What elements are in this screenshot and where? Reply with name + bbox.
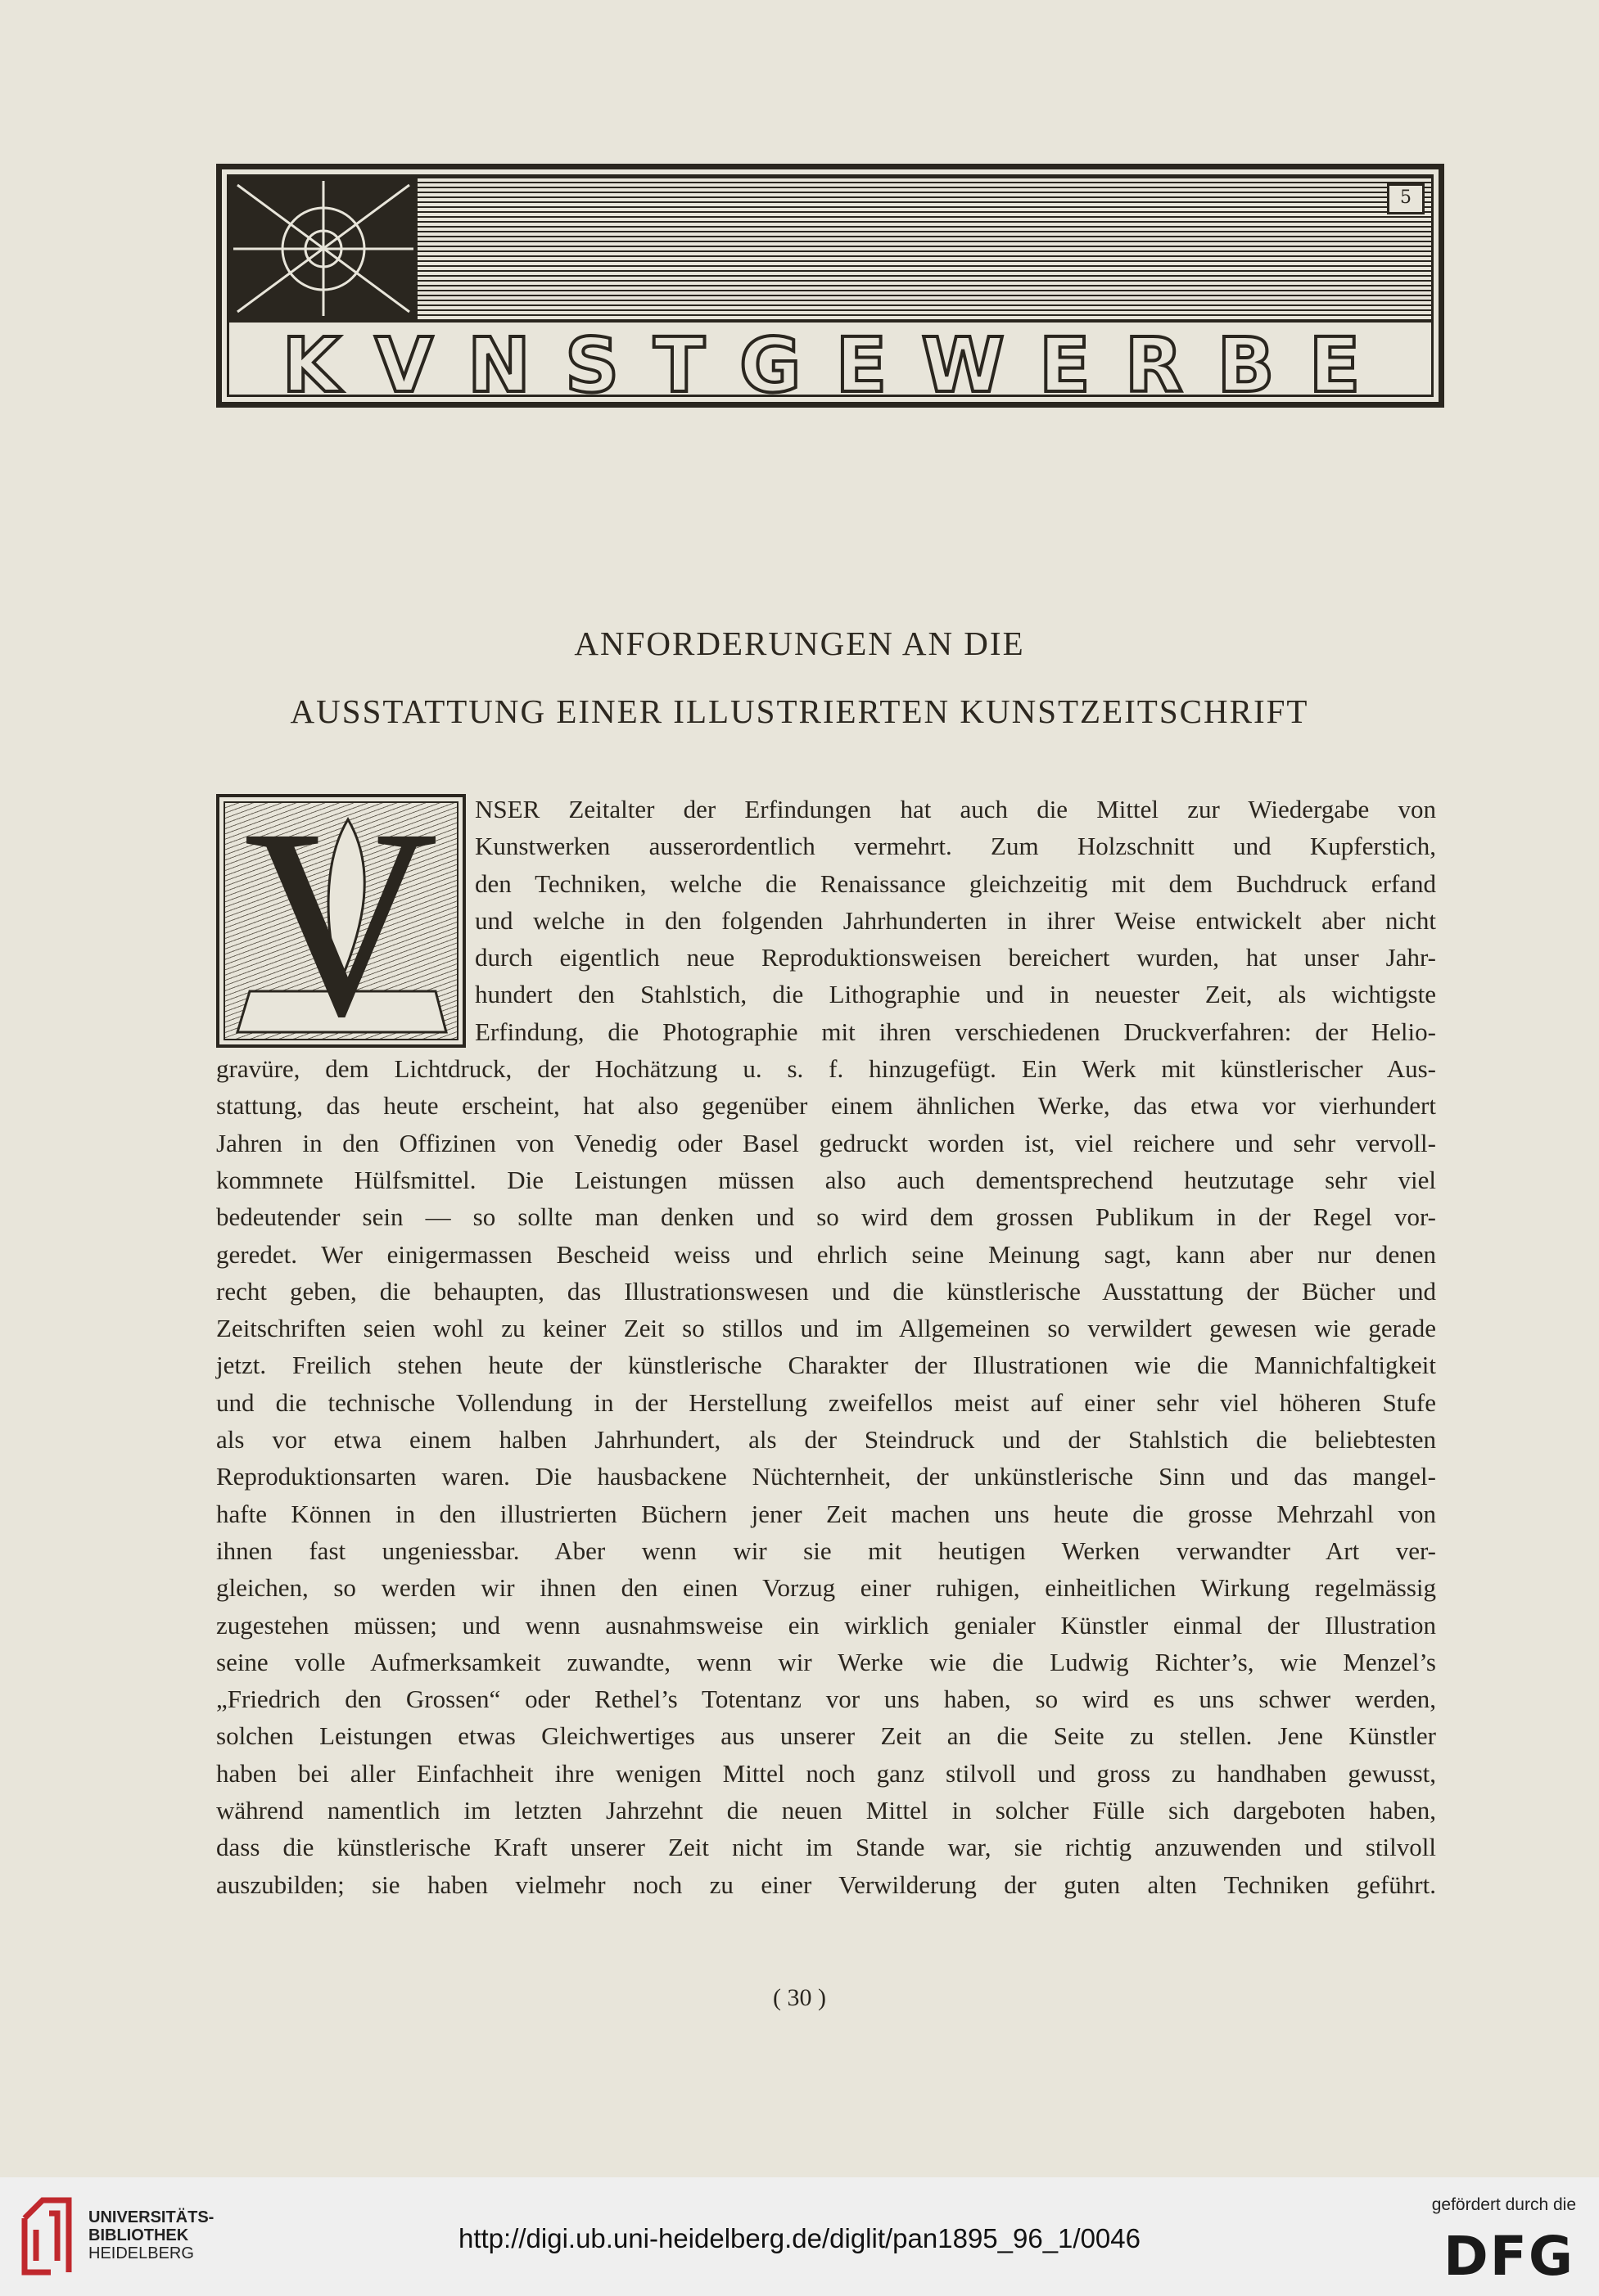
text-line: hundert den Stahlstich, die Lithographie und in neuester Zeit, als wichtigste bbox=[475, 980, 1436, 1009]
article-title-line-2: AUSSTATTUNG EINER ILLUSTRIERTEN KUNSTZEITSCHRIFT bbox=[290, 692, 1309, 730]
article-title-line-1: ANFORDERUNGEN AN DIE bbox=[574, 625, 1025, 662]
text-line: und die technische Vollendung in der Herstellung zweifellos meist auf einer sehr viel höheren Stufe bbox=[216, 1387, 1436, 1417]
text-line: solchen Leistungen etwas Gleichwertiges aus unserer Zeit an die Seite zu stellen. Jene Künstler bbox=[216, 1721, 1436, 1751]
text-line: Reproduktionsarten waren. Die hausbackene Nüchternheit, der unkünstlerische Sinn und das mangel- bbox=[216, 1462, 1436, 1491]
text-line: gleichen, so werden wir ihnen den einen Vorzug einer ruhigen, einheitlichen Wirkung regelmässig bbox=[216, 1573, 1436, 1603]
monogram-mark: 5 bbox=[1387, 183, 1425, 214]
text-line: bedeutender sein — so sollte man denken und so wird dem grossen Publikum in der Regel vor- bbox=[216, 1202, 1436, 1232]
text-line: Jahren in den Offizinen von Venedig oder Basel gedruckt worden ist, viel reichere und sehr vervoll- bbox=[216, 1128, 1436, 1157]
text-line: haben bei aller Einfachheit ihre wenigen Mittel noch ganz stilvoll und gross zu handhaben gewusst, bbox=[216, 1758, 1436, 1788]
star-ornament-icon bbox=[229, 177, 418, 320]
footer-bar bbox=[0, 2177, 1599, 2296]
text-line: „Friedrich den Grossen“ oder Rethel’s Totentanz vor uns haben, so wird es uns schwer werden, bbox=[216, 1685, 1436, 1714]
banner-frame bbox=[227, 174, 1434, 397]
text-line: seine volle Aufmerksamkeit zuwandte, wenn wir Werke wie die Ludwig Richter’s, wie Menzel’s bbox=[216, 1647, 1436, 1676]
banner-ornament bbox=[229, 177, 418, 320]
text-line: durch eigentlich neue Reproduktionsweisen bereichert wurden, hat unser Jahr- bbox=[475, 943, 1436, 972]
text-line: hafte Können in den illustrierten Büchern jener Zeit machen uns heute die grosse Mehrzahl von bbox=[216, 1499, 1436, 1528]
library-name-line-3: HEIDELBERG bbox=[88, 2244, 194, 2262]
text-line: Erfindung, die Photographie mit ihren verschiedenen Druckverfahren: der Helio- bbox=[475, 1017, 1436, 1046]
text-line: stattung, das heute erscheint, hat also gegenüber einem ähnlichen Werke, das etwa vor vierhundert bbox=[216, 1091, 1436, 1121]
page-number: ( 30 ) bbox=[773, 1984, 826, 2011]
dfg-logo: DFG bbox=[1443, 2225, 1574, 2288]
text-line: und welche in den folgenden Jahrhunderten in ihrer Weise entwickelt aber nicht bbox=[475, 905, 1436, 935]
text-line: Kunstwerken ausserordentlich vermehrt. Zum Holzschnitt und Kupferstich, bbox=[475, 832, 1436, 861]
text-line: jetzt. Freilich stehen heute der künstlerische Charakter der Illustrationen wie die Mannichfaltigkeit bbox=[216, 1351, 1436, 1380]
text-line: zugestehen müssen; und wenn ausnahmsweise ein wirklich genialer Künstler einmal der Illustration bbox=[216, 1610, 1436, 1640]
text-line: ihnen fast ungeniessbar. Aber wenn wir sie mit heutigen Werken verwandter Art ver- bbox=[216, 1536, 1436, 1565]
drop-cap-letter: V bbox=[243, 801, 439, 1040]
text-line: geredet. Wer einigermassen Bescheid weiss und ehrlich seine Meinung sagt, kann aber nur denen bbox=[216, 1239, 1436, 1269]
text-line: recht geben, die behaupten, das Illustrationswesen und die künstlerische Ausstattung der Bücher und bbox=[216, 1276, 1436, 1306]
text-line: NSER Zeitalter der Erfindungen hat auch die Mittel zur Wiedergabe von bbox=[475, 795, 1436, 823]
kunstgewerbe-banner bbox=[216, 164, 1444, 408]
article-body bbox=[216, 791, 1436, 1903]
text-line: dass die künstlerische Kraft unserer Zeit nicht im Stande war, sie richtig anzuwenden und stilvoll bbox=[216, 1833, 1436, 1862]
library-name-line-1: UNIVERSITÄTS- bbox=[88, 2208, 215, 2226]
banner-lettering: KVNSTGEWERBE bbox=[229, 320, 1431, 395]
library-name-line-2: BIBLIOTHEK bbox=[88, 2226, 189, 2244]
text-line: als vor etwa einem halben Jahrhundert, als der Steindruck und der Stahlstich die beliebtesten bbox=[216, 1425, 1436, 1455]
text-line: den Techniken, welche die Renaissance gleichzeitig mit dem Buchdruck erfand bbox=[475, 868, 1436, 898]
funded-by-label: gefördert durch die bbox=[1431, 2195, 1576, 2214]
text-line: gravüre, dem Lichtdruck, der Hochätzung u. s. f. hinzugefügt. Ein Werk mit künstlerischer Aus- bbox=[216, 1054, 1436, 1084]
text-line: kommnete Hülfsmittel. Die Leistungen müssen also auch dementsprechend heutzutage sehr viel bbox=[216, 1165, 1436, 1194]
text-line: Zeitschriften seien wohl zu keiner Zeit so stillos und im Allgemeinen so verwildert gewesen wie gerade bbox=[216, 1314, 1436, 1343]
text-line: auszubilden; sie haben vielmehr noch zu einer Verwilderung der guten alten Techniken geführt. bbox=[216, 1870, 1436, 1899]
permalink-url[interactable]: http://digi.ub.uni-heidelberg.de/diglit/pan1895_96_1/0046 bbox=[458, 2223, 1141, 2253]
text-line: während namentlich im letzten Jahrzehnt die neuen Mittel in solcher Fülle sich dargeboten haben, bbox=[216, 1796, 1436, 1825]
